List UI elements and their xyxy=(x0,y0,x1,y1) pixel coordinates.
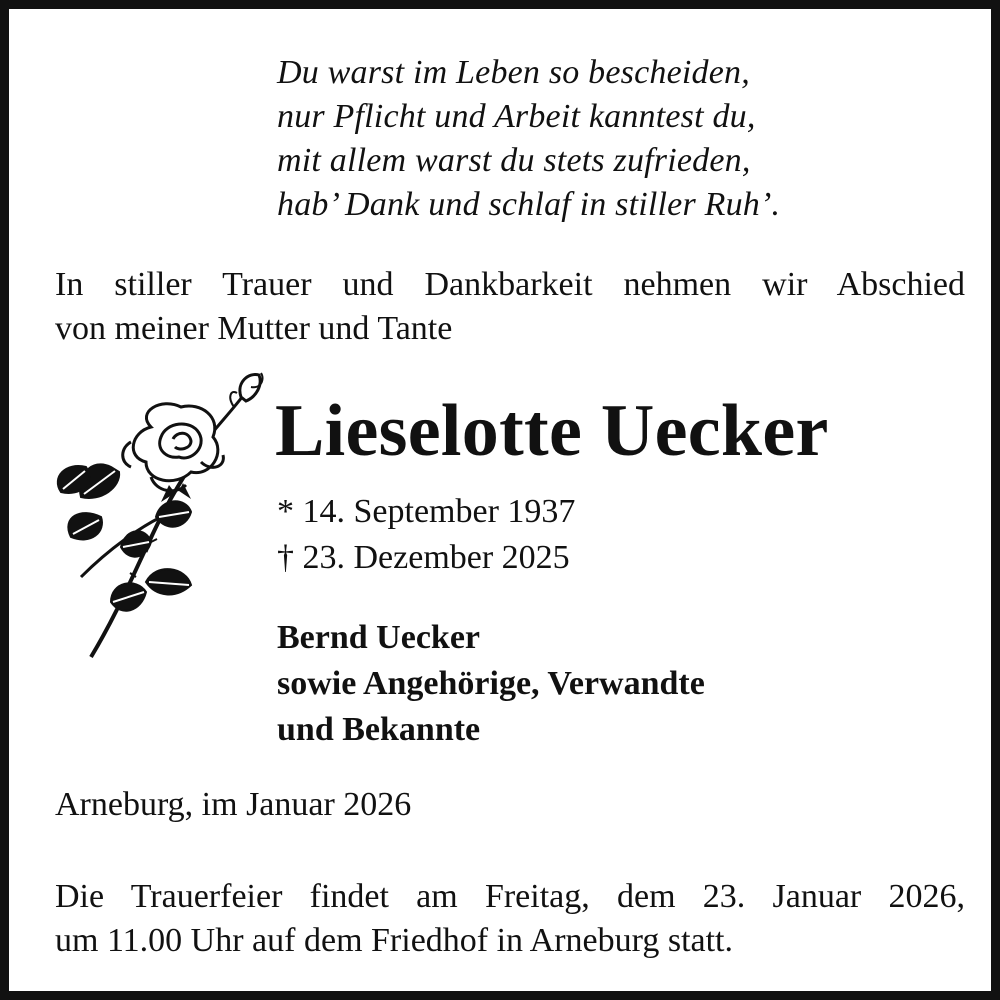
ceremony-line: um 11.00 Uhr auf dem Friedhof in Arneburg statt. xyxy=(55,922,734,959)
poem-line: nur Pflicht und Arbeit kanntest du, xyxy=(277,98,756,135)
mourner-line: und Bekannte xyxy=(277,711,481,748)
intro-text xyxy=(55,263,965,351)
intro-line: In stiller Trauer und Dankbarkeit nehmen wir Abschied xyxy=(55,266,965,303)
poem-line: mit allem warst du stets zufrieden, xyxy=(277,142,751,179)
mourner-line: sowie Angehörige, Verwandte xyxy=(277,665,705,702)
intro-line: von meiner Mutter und Tante xyxy=(55,310,453,347)
ceremony-line: Die Trauerfeier findet am Freitag, dem 23. Januar 2026, xyxy=(55,878,965,915)
ceremony-info xyxy=(55,875,965,963)
deceased-name: Lieselotte Uecker xyxy=(275,390,829,472)
mourner-line: Bernd Uecker xyxy=(277,619,481,656)
place-date: Arneburg, im Januar 2026 xyxy=(55,786,412,823)
rose-icon xyxy=(51,367,271,667)
birth-date: * 14. September 1937 xyxy=(277,493,576,530)
memorial-poem xyxy=(277,51,917,227)
mourners-block xyxy=(277,615,705,753)
life-dates xyxy=(277,489,575,581)
poem-line: Du warst im Leben so bescheiden, xyxy=(277,54,750,91)
poem-line: hab’ Dank und schlaf in stiller Ruh’. xyxy=(277,186,781,223)
death-date: † 23. Dezember 2025 xyxy=(277,539,570,576)
